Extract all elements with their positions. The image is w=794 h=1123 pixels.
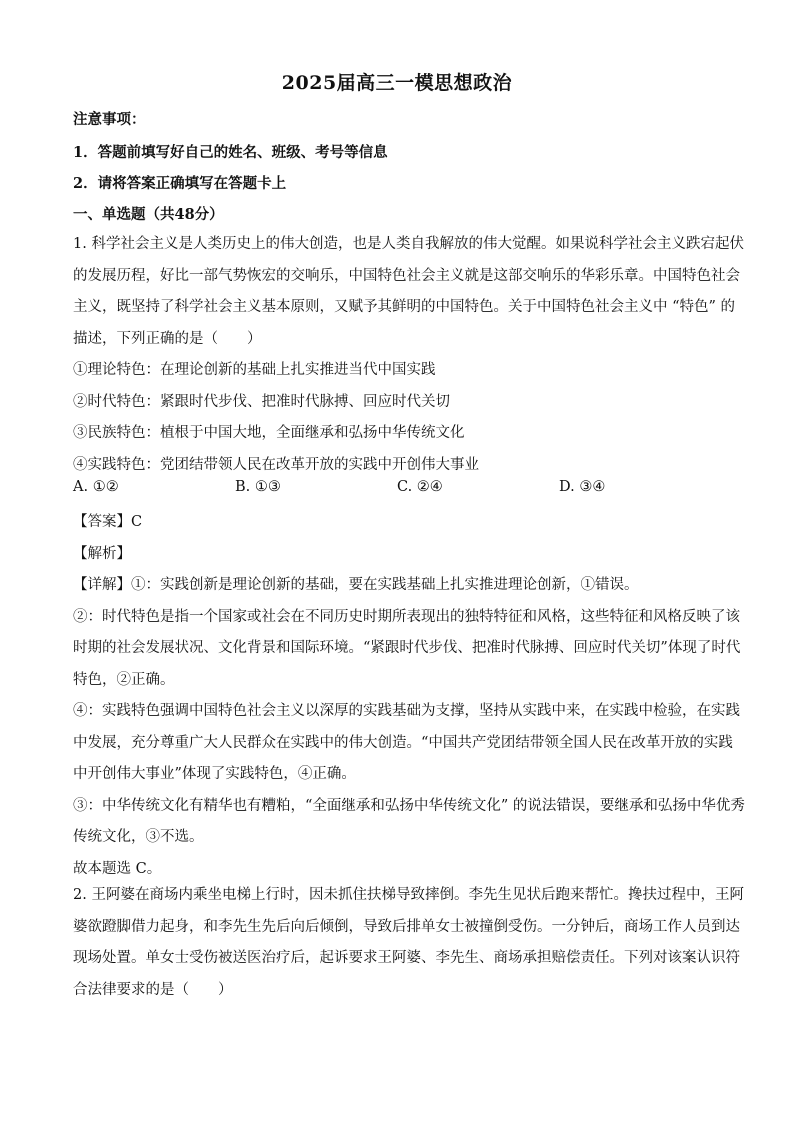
question-1-stem-line: 主义，既坚持了科学社会主义基本原则，又赋予其鲜明的中国特色。关于中国特色社会主义中 “特色” 的 xyxy=(73,299,736,315)
question-1 xyxy=(73,229,744,481)
option-a: A. ①② xyxy=(73,479,119,495)
option-c: C. ②④ xyxy=(397,479,443,495)
question-1-stem-line: 描述，下列正确的是（ ） xyxy=(73,330,262,347)
option-b: B. ①③ xyxy=(235,479,281,495)
statement-1: ①理论特色：在理论创新的基础上扎实推进当代中国实践 xyxy=(73,362,436,378)
answer-label: 【答案】C xyxy=(73,514,143,530)
detail-line: ②：时代特色是指一个国家或社会在不同历史时期所表现出的独特特征和风格，这些特征和风格反映了该 xyxy=(73,608,740,625)
statement-2: ②时代特色：紧跟时代步伐、把准时代脉搏、回应时代关切 xyxy=(73,393,450,410)
answer-block xyxy=(73,507,745,885)
question-2-stem-line: 现场处置。单女士受伤被送医治疗后，起诉要求王阿婆、李先生、商场承担赔偿责任。下列对该案认识符 xyxy=(73,950,740,966)
section-heading: 一、单选题（共48分） xyxy=(73,206,224,223)
detail-line: 特色，②正确。 xyxy=(73,671,175,688)
notice-item-1: 1．答题前填写好自己的姓名、班级、考号等信息 xyxy=(73,144,388,161)
detail-line: 中发展，充分尊重广大人民群众在实践中的伟大创造。“中国共产党团结带领全国人民在改革开放的实践 xyxy=(73,734,733,751)
question-2-stem-line: 2. 王阿婆在商场内乘坐电梯上行时，因未抓住扶梯导致摔倒。李先生见状后跑来帮忙。搀扶过程中，王阿 xyxy=(73,887,744,903)
detail-line: ③：中华传统文化有精华也有糟粕，“全面继承和弘扬中华传统文化” 的说法错误，要继承和弘扬中华优秀 xyxy=(73,797,745,814)
option-d: D. ③④ xyxy=(559,479,606,495)
question-1-stem-line: 的发展历程，好比一部气势恢宏的交响乐，中国特色社会主义就是这部交响乐的华彩乐章。中国特色社会 xyxy=(73,267,740,284)
question-2-stem-line: 合法律要求的是（ ） xyxy=(73,981,233,998)
detail-line: 【详解】①：实践创新是理论创新的基础，要在实践基础上扎实推进理论创新，①错误。 xyxy=(73,577,639,593)
exam-title: 2025届高三一模思想政治 xyxy=(281,72,513,94)
detail-line: 故本题选 C。 xyxy=(73,860,162,877)
statement-3: ③民族特色：植根于中国大地，全面继承和弘扬中华传统文化 xyxy=(73,425,465,441)
statement-4: ④实践特色：党团结带领人民在改革开放的实践中开创伟大事业 xyxy=(73,456,479,473)
analysis-heading: 【解析】 xyxy=(73,545,131,562)
detail-line: 中开创伟大事业”体现了实践特色，④正确。 xyxy=(73,766,356,782)
question-1-options xyxy=(73,479,723,505)
question-1-stem-line: 1. 科学社会主义是人类历史上的伟大创造，也是人类自我解放的伟大觉醒。如果说科学社会主义跌宕起伏 xyxy=(73,236,744,252)
question-2-stem-line: 婆欲蹬脚借力起身，和李先生先后向后倾倒，导致后排单女士被撞倒受伤。一分钟后，商场工作人员到达 xyxy=(73,918,740,935)
notice-item-2: 2．请将答案正确填写在答题卡上 xyxy=(73,175,287,192)
question-2 xyxy=(73,880,744,1006)
detail-line: 传统文化，③不选。 xyxy=(73,829,204,845)
detail-line: ④：实践特色强调中国特色社会主义以深厚的实践基础为支撑，坚持从实践中来，在实践中检验，在实践 xyxy=(73,703,740,719)
notice-heading: 注意事项： xyxy=(73,111,146,128)
detail-line: 时期的社会发展状况、文化背景和国际环境。“紧跟时代步伐、把准时代脉搏、回应时代关切”体现了时代 xyxy=(73,640,741,656)
